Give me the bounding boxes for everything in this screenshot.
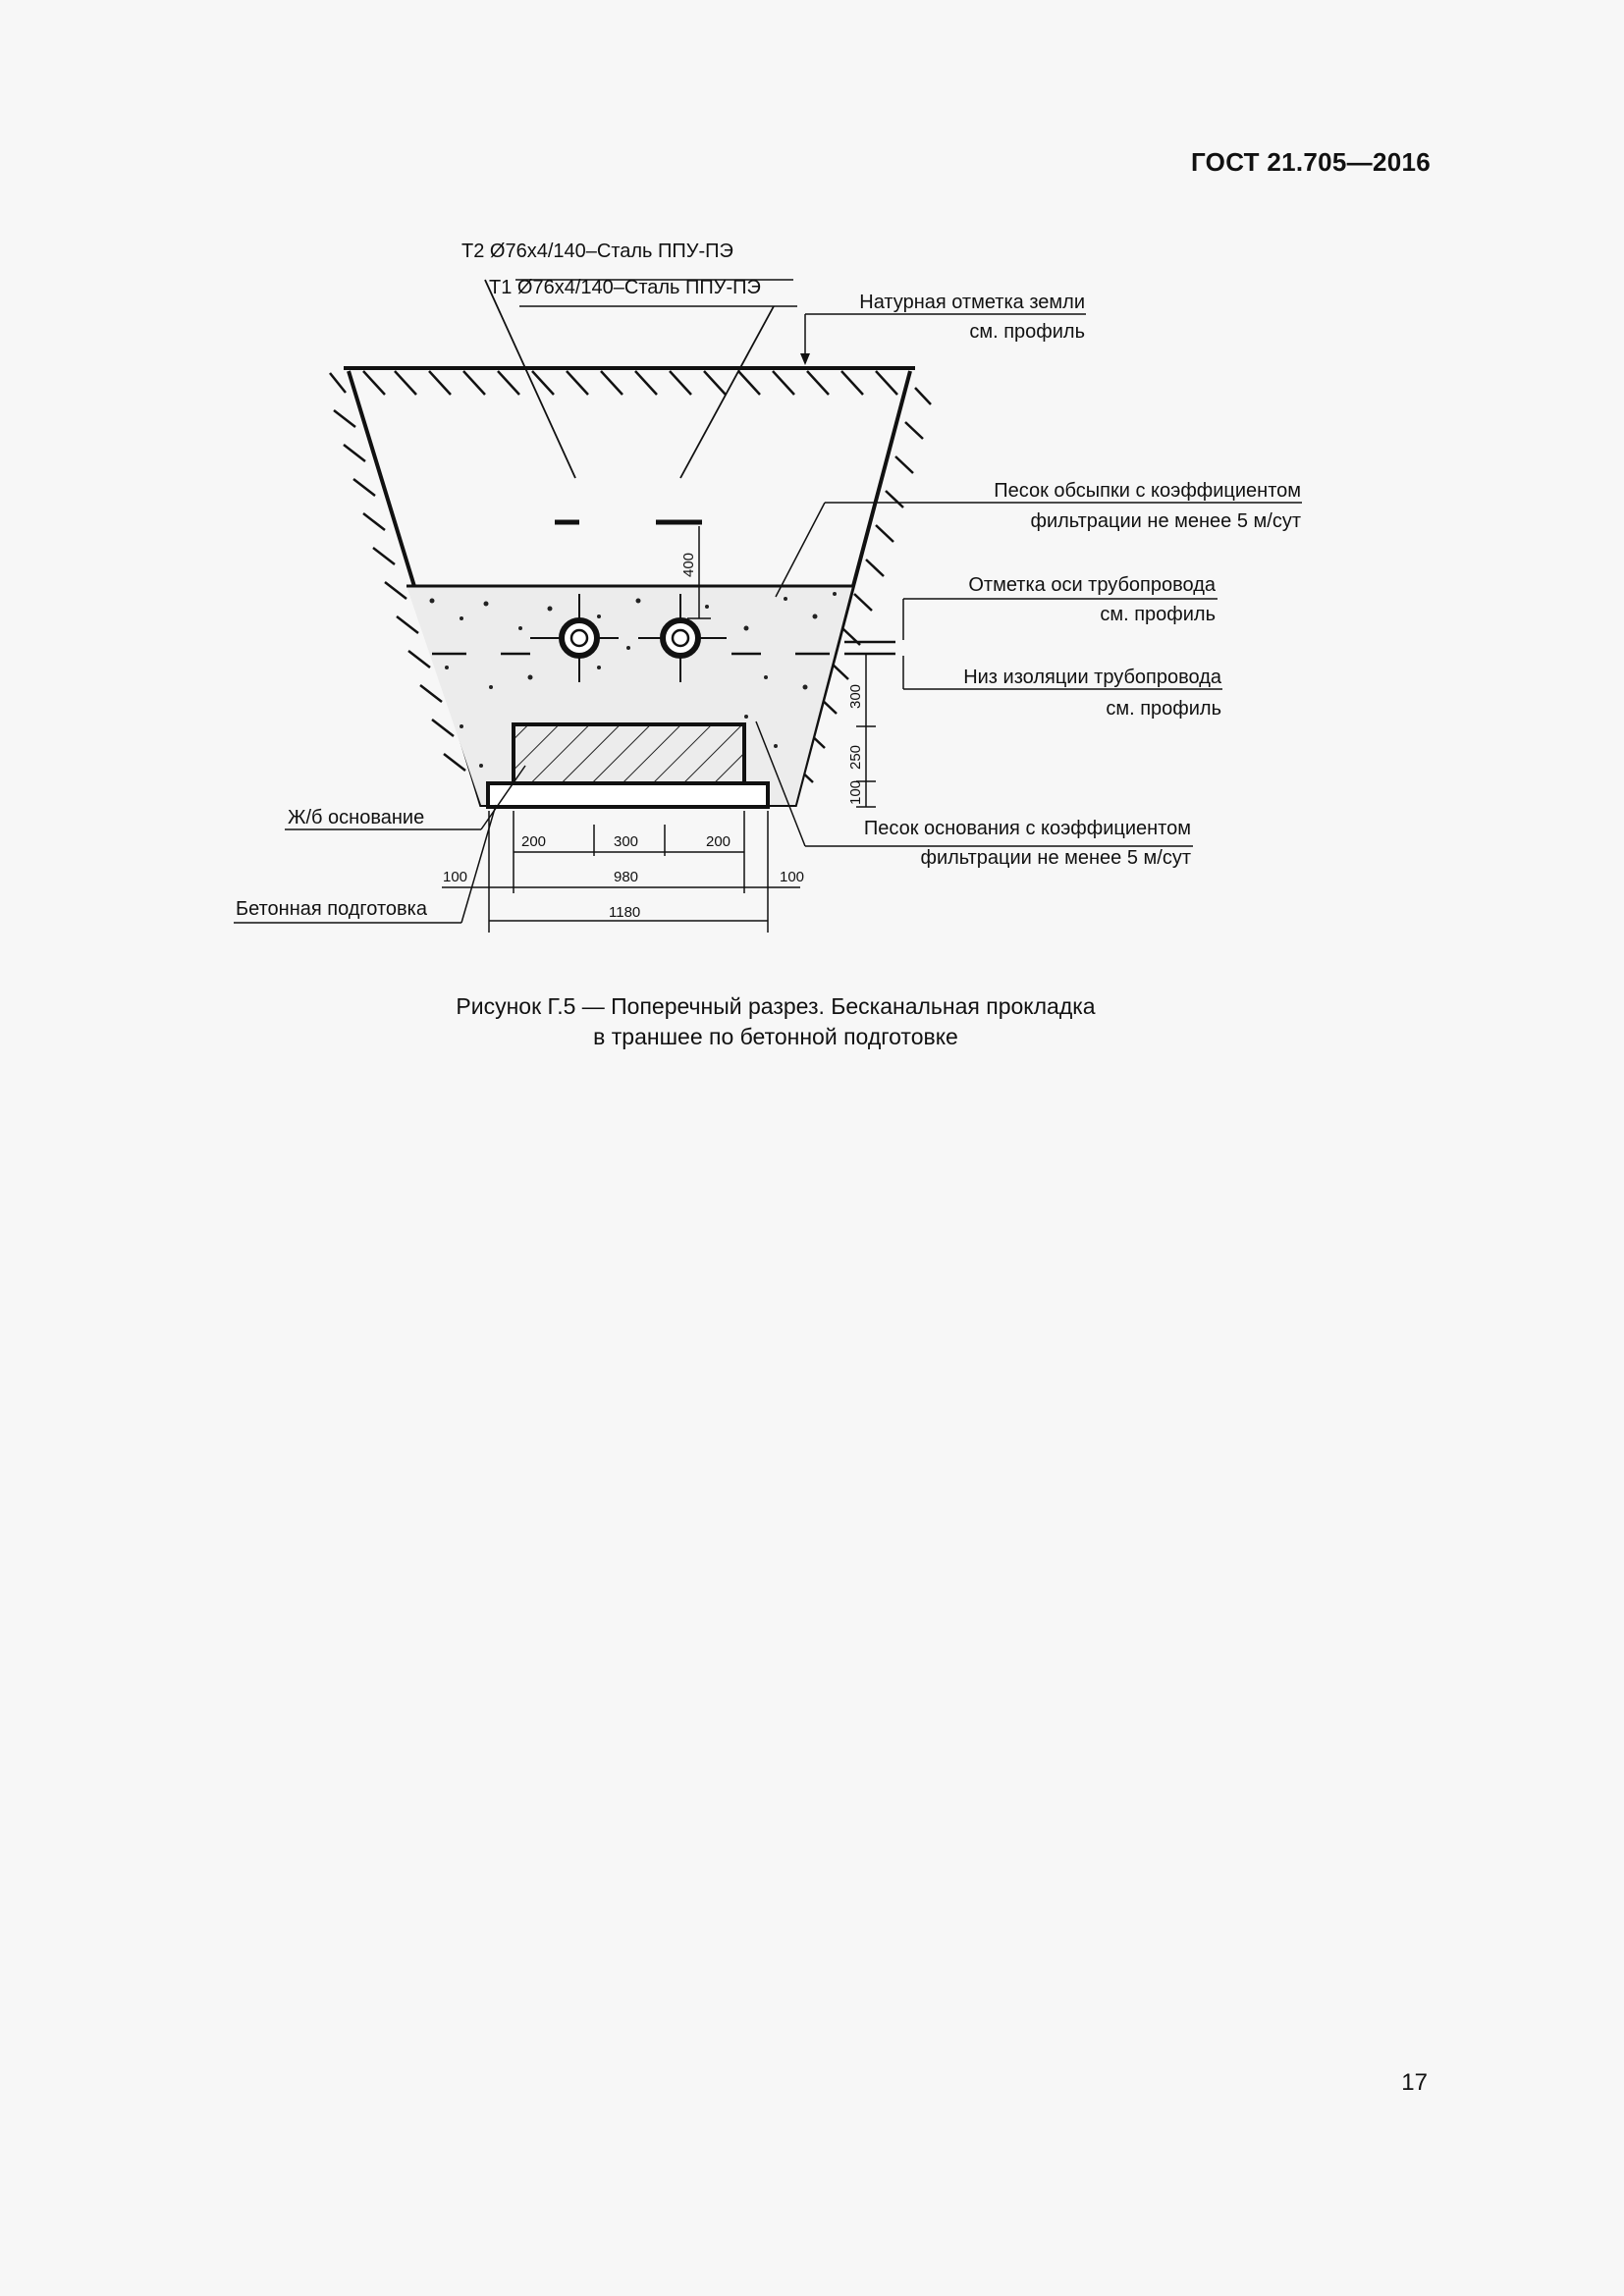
rc-base-label: Ж/б основание [288, 807, 425, 828]
document-code: ГОСТ 21.705—2016 [1190, 147, 1431, 177]
rc-base-block [514, 724, 744, 783]
dim-1180: 1180 [609, 904, 641, 921]
concrete-prep-slab [488, 783, 768, 807]
dim-300-vertical: 300 [847, 683, 864, 709]
dim-400: 400 [680, 552, 697, 577]
pipe-axis-label-1: Отметка оси трубопровода [968, 574, 1216, 596]
backfill-sand-label-2: фильтрации не менее 5 м/сут [1030, 510, 1301, 532]
trench-cross-section-drawing [0, 0, 1624, 982]
concrete-prep-label: Бетонная подготовка [236, 898, 427, 920]
dim-100-left: 100 [443, 869, 468, 885]
page-number: 17 [1401, 2069, 1428, 2096]
ground-mark-label-1: Натурная отметка земли [859, 292, 1085, 313]
dim-200-right: 200 [706, 833, 731, 850]
caption-line-1: Рисунок Г.5 — Поперечный разрез. Бесканальная прокладка [456, 993, 1096, 1019]
dim-250-vertical: 250 [847, 744, 864, 770]
pipe-t2-label: Т2 Ø76x4/140–Сталь ППУ-ПЭ [461, 240, 733, 262]
dim-200-left: 200 [521, 833, 547, 850]
ground-mark-label-2: см. профиль [969, 321, 1085, 343]
base-sand-label-2: фильтрации не менее 5 м/сут [920, 847, 1191, 869]
backfill-sand-label-1: Песок обсыпки с коэффициентом [994, 480, 1301, 502]
dim-100-vertical: 100 [847, 779, 864, 805]
insulation-bottom-label-1: Низ изоляции трубопровода [963, 667, 1221, 688]
base-sand-label-1: Песок основания с коэффициентом [863, 818, 1191, 839]
pipe-axis-label-2: см. профиль [1100, 604, 1216, 625]
dim-100-right: 100 [780, 869, 805, 885]
pipe-t1-label: Т1 Ø76x4/140–Сталь ППУ-ПЭ [489, 277, 761, 298]
caption-line-2: в траншее по бетонной подготовке [593, 1024, 958, 1049]
dim-980: 980 [614, 869, 639, 885]
dim-300-horizontal: 300 [614, 833, 639, 850]
figure-caption [0, 991, 1551, 1052]
insulation-bottom-label-2: см. профиль [1106, 698, 1221, 720]
